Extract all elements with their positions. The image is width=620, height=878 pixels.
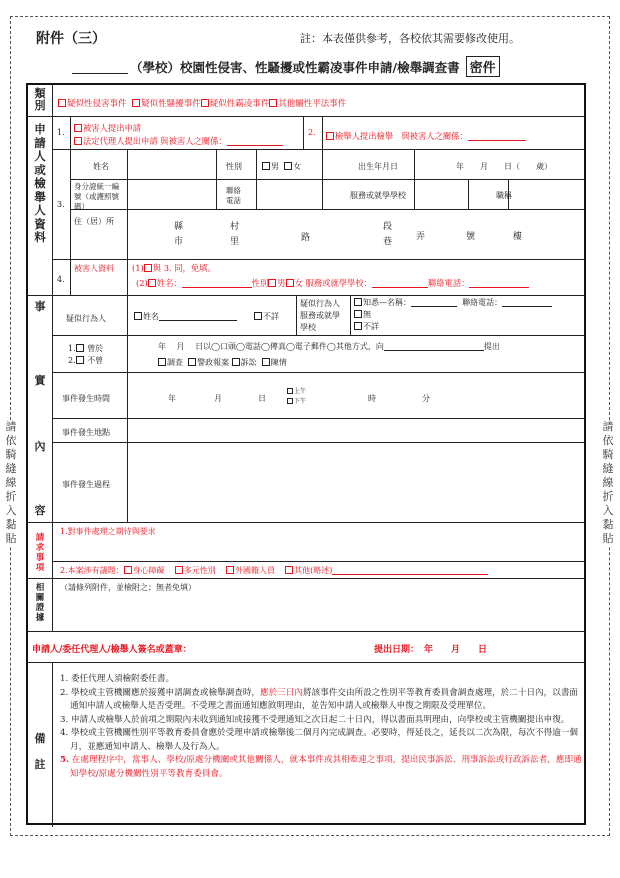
category-label: 類別 bbox=[34, 87, 46, 112]
name-label: 姓名 bbox=[93, 162, 109, 171]
victim-name-field[interactable] bbox=[182, 279, 252, 288]
reporter-option[interactable]: 檢舉人提出檢舉 與被害人之關係： bbox=[326, 130, 526, 142]
remark-item: 2. 學校或主管機關應於接獲申請調查或檢舉調查時，應於三日內將該事件交由所設之性別平等教育委員會調查處理，於二十日內，以書面通知申請人或檢舉人是否受理。不受理之書面通知應敘明理由，並告知申請人或檢舉人申復之期限及受理單位。 bbox=[60, 687, 579, 711]
addr-village: 村 bbox=[230, 222, 240, 232]
checkbox-icon bbox=[354, 310, 362, 318]
addr-section: 段 bbox=[383, 222, 393, 232]
checkbox-icon bbox=[148, 279, 156, 287]
checkbox-icon bbox=[269, 99, 277, 107]
remark-item: 5. 在處理程序中，當事人、學校/原處分機關或其他關係人，就本事件或其相牽連之事項，提出民事訴訟、刑事訴訟或行政訴訟者，應即通知學校/原處分機關性別平等教育委員會。 bbox=[60, 755, 582, 779]
item-number: 1. bbox=[57, 128, 65, 137]
addr-alley: 弄 bbox=[416, 232, 426, 242]
suspect-name-option[interactable]: 姓名 bbox=[134, 311, 237, 322]
prior-type-option[interactable]: 陳情 bbox=[262, 358, 287, 367]
phone-label: 聯絡電話 bbox=[226, 186, 241, 205]
guardian-relation-field[interactable] bbox=[227, 137, 283, 146]
facts-label-2: 實 bbox=[34, 374, 46, 387]
applicant-section-label: 申請人或檢舉人資料 bbox=[34, 122, 46, 244]
checkbox-icon bbox=[201, 99, 209, 107]
checkbox-icon bbox=[262, 162, 270, 170]
process-label: 事件發生過程 bbox=[62, 480, 110, 489]
prior-type-option[interactable]: 訴訟 bbox=[232, 358, 257, 367]
victim-male-checkbox[interactable] bbox=[268, 279, 276, 287]
remarks-label-1: 備 bbox=[34, 732, 46, 745]
remarks-label-2: 註 bbox=[34, 758, 46, 771]
checkbox-icon bbox=[232, 358, 240, 366]
checkbox-icon bbox=[76, 356, 84, 364]
time-minute: 分 bbox=[422, 394, 430, 403]
prior-types bbox=[158, 357, 287, 368]
submit-date-field[interactable]: 年 月 日 bbox=[424, 645, 488, 655]
facts-label-3: 內 bbox=[34, 440, 46, 453]
place-label: 事件發生地點 bbox=[62, 428, 110, 437]
category-option[interactable]: 疑似性霸凌事件 bbox=[201, 99, 270, 109]
issue-option[interactable]: 身心障礙 bbox=[124, 566, 165, 575]
checkbox-icon bbox=[287, 398, 293, 404]
category-option[interactable]: 疑似性侵害事件 bbox=[58, 99, 127, 109]
applicant-guardian-option[interactable]: 法定代理人提出申請 與被害人之關係： bbox=[74, 135, 283, 147]
female-option[interactable]: 女 bbox=[284, 162, 301, 171]
checkbox-icon bbox=[132, 99, 140, 107]
suspect-school-none[interactable]: 無 bbox=[354, 309, 371, 320]
victim-label: 被害人資料 bbox=[74, 264, 114, 273]
time-pm-option[interactable]: 下午 bbox=[287, 396, 306, 405]
victim-female-checkbox[interactable] bbox=[286, 279, 294, 287]
suspect-school-phone-field[interactable] bbox=[502, 298, 552, 307]
checkbox-icon bbox=[326, 132, 334, 140]
prior-type-option[interactable]: 調查 bbox=[158, 358, 183, 367]
issue-option[interactable]: 多元性別 bbox=[175, 566, 216, 575]
suspect-label: 疑似行為人 bbox=[66, 314, 106, 323]
address-label: 住（居）所 bbox=[74, 217, 114, 226]
addr-li: 里 bbox=[230, 237, 240, 247]
issue-option[interactable]: 其他(略述) bbox=[285, 566, 332, 575]
checkbox-icon bbox=[76, 344, 84, 352]
suspect-school-label: 疑似行為人服務或就學學校 bbox=[300, 299, 340, 332]
remarks-list bbox=[60, 673, 584, 781]
checkbox-icon bbox=[74, 124, 82, 132]
time-day: 日 bbox=[258, 394, 266, 403]
remark-item: 3. 申請人或檢舉人於前項之期限內未收到通知或接獲不受理通知之次日起二十日內，得以書面具明理由，向學校或主管機關提出申復。 bbox=[60, 714, 570, 725]
attachment-label: 附件（三） bbox=[36, 31, 106, 47]
addr-road: 路 bbox=[301, 233, 311, 243]
checkbox-icon bbox=[226, 566, 234, 574]
fold-note-right: 請依騎縫線折入黏貼 bbox=[602, 420, 614, 545]
suspect-school-name-field[interactable] bbox=[411, 298, 457, 307]
checkbox-icon bbox=[354, 298, 362, 306]
item-number: 2. bbox=[308, 128, 316, 137]
prior-type-option[interactable]: 警政報案 bbox=[188, 358, 229, 367]
checkbox-icon bbox=[58, 99, 66, 107]
checkbox-icon bbox=[188, 358, 196, 366]
checkbox-icon bbox=[74, 137, 82, 145]
secret-badge: 密件 bbox=[466, 56, 500, 77]
gender-label: 性別 bbox=[226, 162, 242, 171]
addr-no: 號 bbox=[466, 232, 476, 242]
birth-value-field[interactable]: 年 月 日（ 歲） bbox=[456, 162, 552, 171]
addr-city: 市 bbox=[174, 237, 184, 247]
issues-row: 2.本案涉有議題： 身心障礙 多元性別 外國籍人員 其他(略述) bbox=[60, 565, 488, 576]
prior-recipient-field[interactable] bbox=[384, 342, 484, 351]
fold-note-left: 請依騎縫線折入黏貼 bbox=[5, 420, 17, 545]
victim-phone-field[interactable] bbox=[469, 279, 529, 288]
prior-no-option[interactable]: 2. 不曾 bbox=[68, 356, 104, 365]
reporter-relation-field[interactable] bbox=[468, 132, 526, 141]
applicant-victim-option[interactable]: 被害人提出申請 bbox=[74, 122, 141, 134]
submit-date-label: 提出日期： bbox=[374, 645, 420, 655]
requests-label: 請求事項 bbox=[35, 533, 45, 573]
checkbox-icon bbox=[175, 566, 183, 574]
facts-label-4: 容 bbox=[34, 504, 46, 517]
male-option[interactable]: 男 bbox=[262, 162, 279, 171]
time-label: 事件發生時間 bbox=[62, 394, 110, 403]
title-text: （學校）校園性侵害、性騷擾或性霸凌事件申請/檢舉調查書 bbox=[130, 59, 460, 75]
school-name-blank[interactable] bbox=[72, 60, 128, 74]
victim-school-field[interactable] bbox=[372, 279, 428, 288]
remark-item: 4. 學校或主管機關性別平等教育委員會應於受理申請或檢舉後二個月內完成調查。必要時，得延長之，延長以二次為限，每次不得逾一個月，並應通知申請人、檢舉人及行為人。 bbox=[60, 728, 578, 752]
issue-other-field[interactable] bbox=[332, 566, 488, 575]
checkbox-icon bbox=[144, 264, 152, 272]
job-title-label: 職稱 bbox=[496, 191, 512, 200]
gender-options bbox=[262, 161, 301, 172]
evidence-label: 相關證據 bbox=[35, 583, 45, 623]
checkbox-icon bbox=[287, 388, 293, 394]
victim-same-option[interactable]: (1) 與 3. 同，免填。 bbox=[132, 263, 216, 273]
addr-floor: 樓 bbox=[513, 232, 523, 242]
addr-county: 縣 bbox=[174, 222, 184, 232]
category-option[interactable]: 疑似性騷擾事件 bbox=[132, 99, 201, 109]
time-year: 年 bbox=[168, 394, 176, 403]
victim-detail-row: (2) 姓名： 性別 男 女 服務或就學學校： 聯絡電話： bbox=[136, 277, 529, 289]
suspect-school-unknown[interactable]: 不詳 bbox=[354, 321, 379, 332]
suspect-unknown-option[interactable]: 不詳 bbox=[254, 311, 279, 322]
checkbox-icon bbox=[285, 566, 293, 574]
checkbox-icon bbox=[158, 358, 166, 366]
birth-label: 出生年月日 bbox=[358, 162, 398, 171]
time-am-option[interactable]: 上午 bbox=[287, 386, 306, 395]
signature-label[interactable]: 申請人/委任代理人/檢舉人簽名或蓋章： bbox=[32, 645, 192, 655]
prior-detail: 年 月 日以◯口頭◯電話◯傳真◯電子郵件◯其他方式，向 提出 bbox=[158, 342, 500, 351]
category-options bbox=[58, 97, 346, 109]
checkbox-icon bbox=[262, 358, 270, 366]
remark-item: 1. 委任代理人須檢附委任書。 bbox=[60, 674, 175, 684]
facts-label-1: 事 bbox=[34, 300, 46, 313]
checkbox-icon bbox=[254, 312, 262, 320]
id-label: 身分證統一編號（或護照號碼） bbox=[74, 182, 119, 211]
item-number: 4. bbox=[57, 275, 65, 284]
suspect-name-field[interactable] bbox=[159, 312, 237, 321]
evidence-hint[interactable]: （請條列附件，並檢附之；無者免填） bbox=[60, 583, 196, 592]
time-hour: 時 bbox=[368, 394, 376, 403]
addr-lane: 巷 bbox=[383, 237, 393, 247]
page-title bbox=[72, 56, 500, 77]
checkbox-icon bbox=[354, 322, 362, 330]
prior-yes-option[interactable]: 1. 曾於 bbox=[68, 344, 104, 353]
suspect-school-known[interactable]: 知悉—名稱： 聯絡電話： bbox=[354, 297, 552, 308]
checkbox-icon bbox=[284, 162, 292, 170]
checkbox-icon bbox=[134, 312, 142, 320]
category-option[interactable]: 其他屬性平法事件 bbox=[269, 99, 346, 109]
application-form bbox=[26, 83, 586, 825]
school-label: 服務或就學學校 bbox=[350, 191, 406, 200]
request-expectation[interactable]: 1.對事件處理之期待與要求 bbox=[60, 527, 156, 536]
item-number: 3. bbox=[57, 200, 65, 209]
issue-option[interactable]: 外國籍人員 bbox=[226, 566, 275, 575]
checkbox-icon bbox=[124, 566, 132, 574]
time-month: 月 bbox=[214, 394, 222, 403]
header-note: 註：本表僅供參考，各校依其需要修改使用。 bbox=[300, 32, 520, 45]
